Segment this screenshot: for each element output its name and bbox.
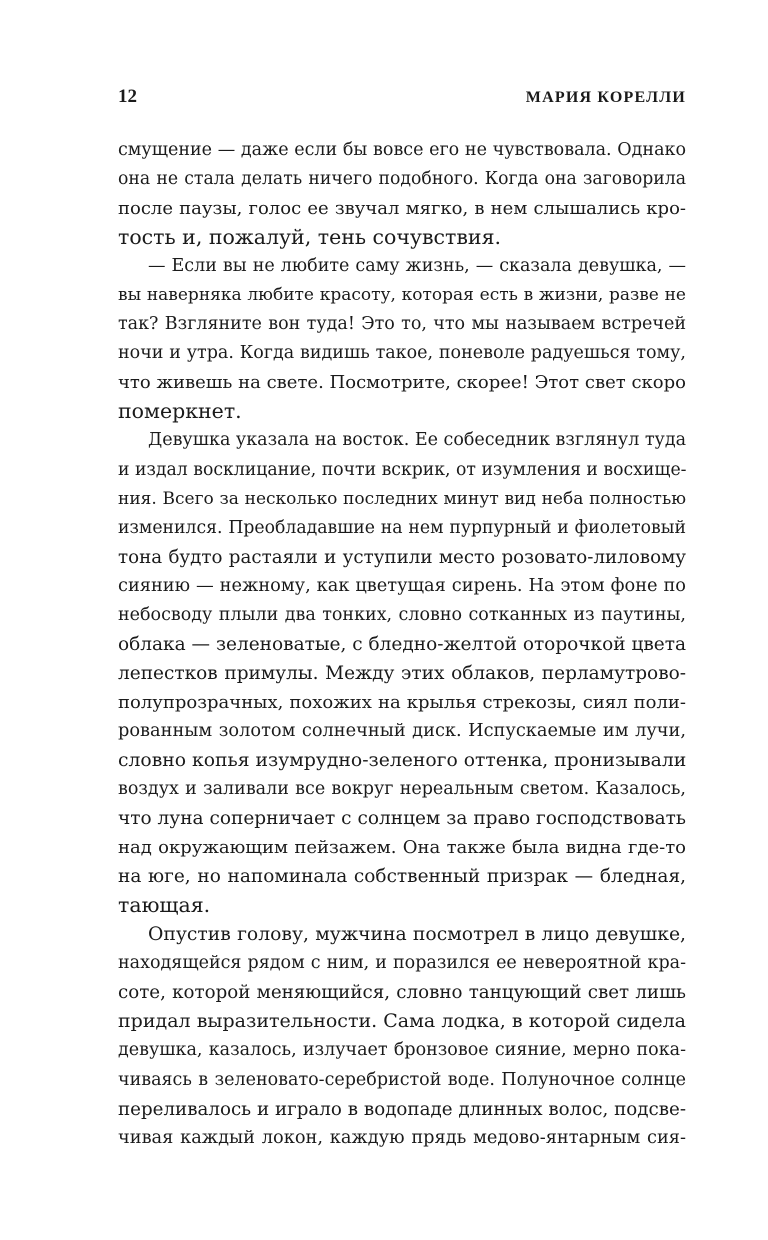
text-line: на юге, но напоминала собственный призрак — бледная, — [118, 866, 686, 888]
running-title: МАРИЯ КОРЕЛЛИ — [525, 89, 686, 106]
text-line: и издал восклицание, почти вскрик, от изумления и восхище- — [118, 459, 687, 480]
text-line: чиваясь в зеленовато-серебристой воде. Полуночное солнце — [118, 1069, 686, 1090]
text-line: находящейся рядом с ним, и поразился ее невероятной кра- — [118, 953, 686, 974]
text-line: придал выразительности. Сама лодка, в которой сидела — [118, 1010, 686, 1033]
text-line: смущение — даже если бы вовсе его не чувствовала. Однако — [118, 140, 686, 160]
text-line: сиянию — нежному, как цветущая сирень. На этом фоне по — [118, 575, 686, 596]
text-line: Девушка указала на восток. Ее собеседник взглянул туда — [148, 430, 687, 451]
text-line: ния. Всего за несколько последних минут вид неба полностью — [118, 488, 686, 509]
text-line: словно копья изумрудно-зеленого оттенка, пронизывали — [118, 749, 687, 771]
text-line: полупрозрачных, похожих на крылья стрекозы, сиял поли- — [118, 691, 686, 713]
text-line: рованным золотом солнечный диск. Испускаемые им лучи, — [118, 720, 686, 741]
text-line: небосводу плыли два тонких, словно сотканных из паутины, — [118, 604, 686, 625]
running-head — [118, 86, 686, 120]
text-line: Опустив голову, мужчина посмотрел в лицо девушке, — [148, 924, 686, 946]
text-line: чивая каждый локон, каждую прядь медово-янтарным сия- — [118, 1127, 686, 1148]
text-line: что живешь на свете. Посмотрите, скорее! Этот свет скоро — [118, 372, 686, 394]
text-line: после паузы, голос ее звучал мягко, в нем слышались кро- — [118, 198, 686, 220]
book-page — [118, 86, 686, 1153]
text-line: соте, которой меняющийся, словно танцующий свет лишь — [118, 982, 686, 1004]
text-line: она не стала делать ничего подобного. Когда она заговорила — [118, 169, 686, 190]
text-line: ночи и утра. Когда видишь такое, поневоле радуешься тому, — [118, 343, 686, 364]
text-line: тающая. — [118, 893, 211, 918]
text-line: тость и, пожалуй, тень сочувствия. — [118, 225, 502, 250]
text-line: тона будто растаяли и уступили место розовато-лиловому — [118, 546, 686, 568]
page-number: 12 — [118, 86, 137, 107]
text-line: померкнет. — [118, 399, 242, 424]
text-line: — Если вы не любите саму жизнь, — сказала девушка, — — [148, 256, 686, 277]
text-line: переливалось и играло в водопаде длинных волос, подсве- — [118, 1098, 686, 1120]
text-line: девушка, казалось, излучает бронзовое сияние, мерно пока- — [118, 1040, 686, 1061]
text-line: вы наверняка любите красоту, которая есть в жизни, разве не — [118, 285, 686, 306]
text-line: воздух и заливали все вокруг нереальным светом. Казалось, — [118, 779, 686, 800]
text-line: что луна соперничает с солнцем за право господствовать — [118, 808, 686, 830]
body-text — [118, 136, 686, 1153]
text-line: так? Взгляните вон туда! Это то, что мы называем встречей — [118, 314, 686, 335]
text-line: лепестков примулы. Между этих облаков, перламутрово- — [118, 662, 686, 684]
text-line: над окружающим пейзажем. Она также была видна где-то — [118, 837, 686, 859]
text-line: облака — зеленоватые, с бледно-желтой оторочкой цвета — [118, 633, 686, 655]
text-line: изменился. Преобладавшие на нем пурпурный и фиолетовый — [118, 517, 686, 538]
